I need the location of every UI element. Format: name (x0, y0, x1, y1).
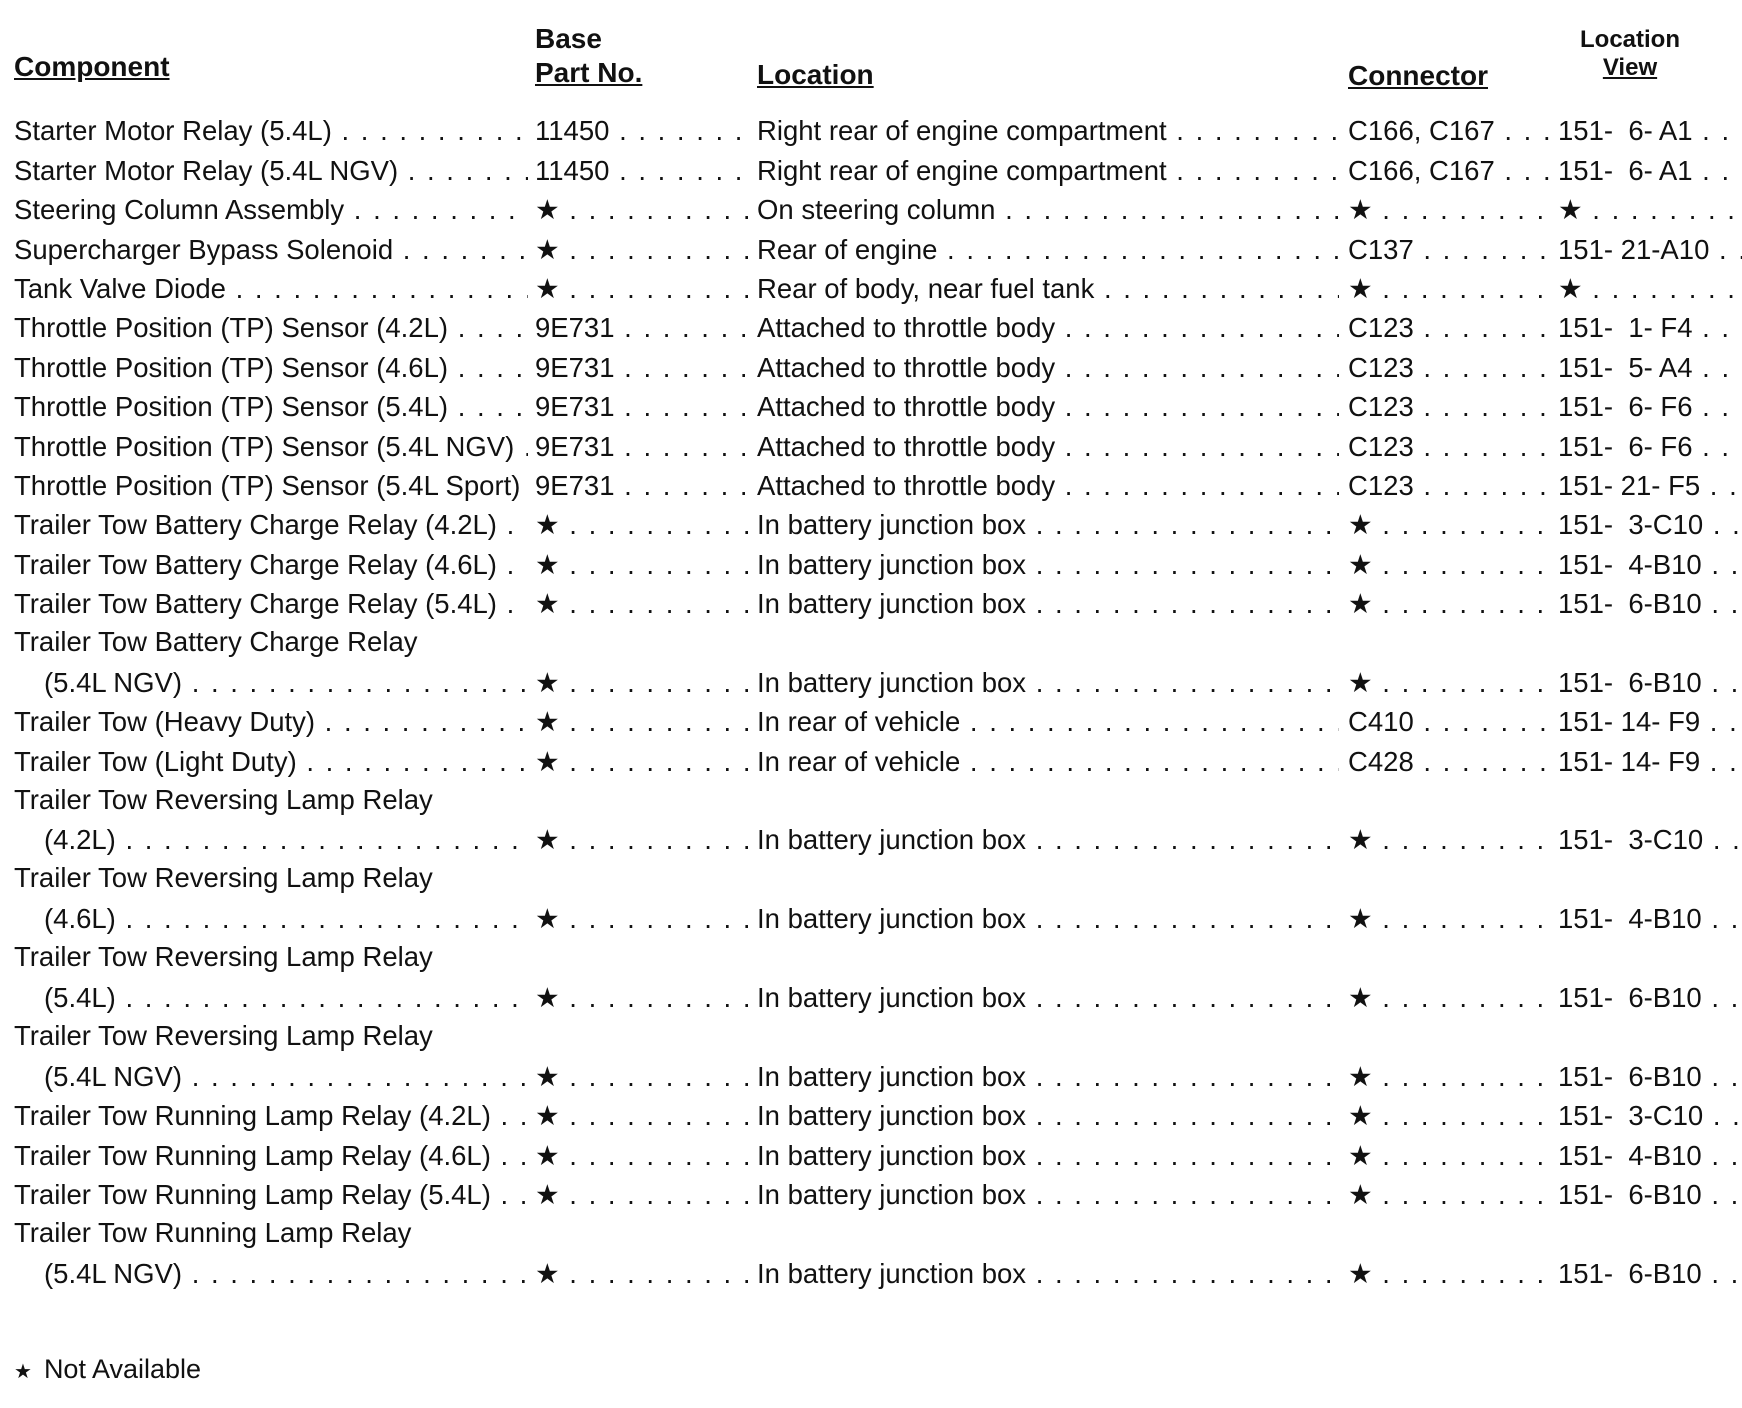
base-part-no-cell (535, 903, 753, 935)
component-name-continued-cell (44, 903, 528, 935)
location-view-cell (1558, 1061, 1742, 1093)
base-part-no: ★ (535, 233, 560, 265)
table-row (0, 1215, 1742, 1294)
component-name-cell (14, 1140, 528, 1172)
component-name-cell (14, 1179, 528, 1211)
location-cell (757, 667, 1339, 699)
connector: ★ (1348, 824, 1373, 856)
location-cell (757, 470, 1339, 502)
location: Rear of engine (757, 233, 938, 265)
location-view: 151- 14- F9 (1558, 745, 1701, 777)
location-cell (757, 312, 1339, 344)
component-name: Trailer Tow Battery Charge Relay (14, 626, 418, 658)
connector: C166, C167 (1348, 154, 1495, 186)
location-view-cell (1558, 667, 1742, 699)
table-row (0, 191, 1742, 230)
location: In battery junction box (757, 824, 1027, 856)
location-view: 151- 6-B10 (1558, 1179, 1702, 1211)
location-cell (757, 746, 1339, 778)
component-name-continued-cell (44, 982, 528, 1014)
location: In rear of vehicle (757, 706, 961, 738)
location-cell (757, 982, 1339, 1014)
location: Right rear of engine compartment (757, 154, 1167, 186)
location: In battery junction box (757, 1139, 1027, 1171)
location-view-cell (1558, 234, 1742, 266)
location-view-cell (1558, 352, 1742, 384)
table-row (0, 742, 1742, 781)
location-view-cell (1558, 509, 1742, 541)
table-row (0, 585, 1742, 624)
connector: ★ (1348, 1100, 1373, 1132)
location-view-cell (1558, 1140, 1742, 1172)
table-row (0, 270, 1742, 309)
base-part-no: ★ (535, 588, 560, 620)
connector-cell (1348, 706, 1553, 738)
location-view-cell (1558, 470, 1742, 502)
base-part-no: ★ (535, 1100, 560, 1132)
component-name-continued-cell (44, 1258, 528, 1290)
location-view: 151- 4-B10 (1558, 548, 1702, 580)
header-location-view-line1: Location (1580, 26, 1680, 53)
table-row (0, 782, 1742, 861)
location-view-cell (1558, 706, 1742, 738)
base-part-no: ★ (535, 272, 560, 304)
component-name-cell (14, 588, 528, 620)
base-part-no-cell (535, 982, 753, 1014)
component-name-cell (14, 549, 528, 581)
location-cell (757, 1100, 1339, 1132)
header-connector: Connector (1348, 60, 1488, 91)
location-view-cell (1558, 1258, 1742, 1290)
location-view: 151- 5- A4 (1558, 351, 1693, 383)
location-view: 151- 4-B10 (1558, 903, 1702, 935)
component-name-cell (14, 155, 528, 187)
base-part-no-cell (535, 1258, 753, 1290)
location: Attached to throttle body (757, 312, 1056, 344)
location-view: 151- 6- A1 (1558, 115, 1693, 147)
base-part-no-cell (535, 115, 753, 147)
component-name: Trailer Tow Battery Charge Relay (4.6L) (14, 548, 497, 580)
location-view: 151- 6-B10 (1558, 1257, 1702, 1289)
base-part-no: ★ (535, 1179, 560, 1211)
component-name-continued: (5.4L) (44, 982, 116, 1014)
base-part-no: ★ (535, 903, 560, 935)
component-name: Trailer Tow Battery Charge Relay (5.4L) (14, 588, 497, 620)
header-part-no: Part No. (535, 57, 643, 88)
location-view-cell (1558, 391, 1742, 423)
base-part-no: ★ (535, 982, 560, 1014)
component-name-continued: (5.4L NGV) (44, 1060, 183, 1092)
connector-cell (1348, 431, 1553, 463)
location-cell (757, 549, 1339, 581)
location-cell (757, 588, 1339, 620)
connector: ★ (1348, 548, 1373, 580)
base-part-no-cell (535, 706, 753, 738)
component-name-continued-cell (44, 824, 528, 856)
base-part-no-cell (535, 549, 753, 581)
location-view-cell (1558, 273, 1742, 305)
connector-cell (1348, 1179, 1553, 1211)
location: On steering column (757, 194, 996, 226)
location-cell (757, 1179, 1339, 1211)
base-part-no-cell (535, 273, 753, 305)
location-cell (757, 1061, 1339, 1093)
component-name-continued: (5.4L NGV) (44, 1257, 183, 1289)
component-name-cell (14, 352, 528, 384)
location-view-cell (1558, 155, 1742, 187)
table-row (0, 1097, 1742, 1136)
component-name-cell (14, 746, 528, 778)
connector-cell (1348, 352, 1553, 384)
base-part-no: ★ (535, 548, 560, 580)
component-name: Throttle Position (TP) Sensor (4.2L) (14, 312, 449, 344)
connector: C123 (1348, 351, 1414, 383)
base-part-no: ★ (535, 1060, 560, 1092)
table-row (0, 1176, 1742, 1215)
component-name: Trailer Tow Reversing Lamp Relay (14, 783, 433, 815)
connector: C166, C167 (1348, 115, 1495, 147)
location: Right rear of engine compartment (757, 115, 1167, 147)
component-name: Trailer Tow Running Lamp Relay (4.2L) (14, 1100, 491, 1132)
base-part-no-cell (535, 1100, 753, 1132)
component-name: Trailer Tow Running Lamp Relay (14, 1217, 412, 1249)
location: In battery junction box (757, 588, 1027, 620)
base-part-no: ★ (535, 706, 560, 738)
component-name-continued-cell (44, 1061, 528, 1093)
component-name-continued: (5.4L NGV) (44, 666, 183, 698)
component-name-cell (14, 234, 528, 266)
connector: C123 (1348, 312, 1414, 344)
component-name-cell (14, 431, 528, 463)
connector-cell (1348, 746, 1553, 778)
location: Attached to throttle body (757, 469, 1056, 501)
connector-cell (1348, 234, 1553, 266)
base-part-no-cell (535, 431, 753, 463)
base-part-no: 9E731 (535, 351, 615, 383)
location-cell (757, 431, 1339, 463)
base-part-no: 11450 (535, 115, 610, 147)
location: In rear of vehicle (757, 745, 961, 777)
component-name: Trailer Tow Reversing Lamp Relay (14, 941, 433, 973)
base-part-no: ★ (535, 1257, 560, 1289)
base-part-no-cell (535, 391, 753, 423)
location-view-cell (1558, 312, 1742, 344)
location-view-cell (1558, 431, 1742, 463)
location: Rear of body, near fuel tank (757, 272, 1095, 304)
component-name-cell (14, 1100, 528, 1132)
component-name: Trailer Tow Running Lamp Relay (4.6L) (14, 1139, 491, 1171)
location-view: 151- 4-B10 (1558, 1139, 1702, 1171)
table-row (0, 703, 1742, 742)
connector-cell (1348, 470, 1553, 502)
location-view: 151- 6-B10 (1558, 982, 1702, 1014)
connector: ★ (1348, 509, 1373, 541)
connector-cell (1348, 1140, 1553, 1172)
component-name: Throttle Position (TP) Sensor (5.4L Sport) (14, 469, 521, 501)
location: In battery junction box (757, 1100, 1027, 1132)
connector: C123 (1348, 391, 1414, 423)
location-view: 151- 3-C10 (1558, 509, 1704, 541)
connector: ★ (1348, 194, 1373, 226)
connector-cell (1348, 509, 1553, 541)
location-cell (757, 706, 1339, 738)
connector: ★ (1348, 272, 1373, 304)
table-row (0, 939, 1742, 1018)
table-row (0, 545, 1742, 584)
component-name-cell (14, 312, 528, 344)
base-part-no: ★ (535, 824, 560, 856)
location-view: 151- 21- F5 (1558, 469, 1701, 501)
connector: C137 (1348, 233, 1414, 265)
base-part-no-cell (535, 588, 753, 620)
header-base: Base (535, 23, 602, 54)
component-name: Trailer Tow Reversing Lamp Relay (14, 1020, 433, 1052)
base-part-no: 9E731 (535, 312, 615, 344)
component-name: Trailer Tow Running Lamp Relay (5.4L) (14, 1179, 491, 1211)
star-icon: ★ (14, 1361, 32, 1383)
connector: C123 (1348, 469, 1414, 501)
location-view: 151- 6- F6 (1558, 391, 1693, 423)
component-name: Trailer Tow Reversing Lamp Relay (14, 862, 433, 894)
location-cell (757, 824, 1339, 856)
location: In battery junction box (757, 1179, 1027, 1211)
location: In battery junction box (757, 1060, 1027, 1092)
component-name: Starter Motor Relay (5.4L) (14, 115, 332, 147)
location-cell (757, 352, 1339, 384)
location-view: 151- 14- F9 (1558, 706, 1701, 738)
location-cell (757, 194, 1339, 226)
table-row (0, 467, 1742, 506)
component-name: Supercharger Bypass Solenoid (14, 233, 394, 265)
connector: ★ (1348, 982, 1373, 1014)
connector-cell (1348, 273, 1553, 305)
connector: ★ (1348, 666, 1373, 698)
connector-cell (1348, 155, 1553, 187)
component-name: Trailer Tow Battery Charge Relay (4.2L) (14, 509, 497, 541)
base-part-no: ★ (535, 194, 560, 226)
base-part-no-cell (535, 234, 753, 266)
location-view-cell (1558, 1179, 1742, 1211)
table-body (0, 112, 1742, 1294)
table-row (0, 1018, 1742, 1097)
base-part-no: ★ (535, 666, 560, 698)
header-location-view (1560, 26, 1700, 82)
location: Attached to throttle body (757, 391, 1056, 423)
component-name: Steering Column Assembly (14, 194, 345, 226)
component-name-continued: (4.6L) (44, 903, 116, 935)
connector-cell (1348, 982, 1553, 1014)
base-part-no: ★ (535, 1139, 560, 1171)
connector-cell (1348, 1061, 1553, 1093)
location-view: 151- 6-B10 (1558, 588, 1702, 620)
component-name: Throttle Position (TP) Sensor (4.6L) (14, 351, 449, 383)
location-view-cell (1558, 115, 1742, 147)
base-part-no: 9E731 (535, 391, 615, 423)
connector: ★ (1348, 1179, 1373, 1211)
component-name-cell (14, 470, 528, 502)
table-row (0, 348, 1742, 387)
component-name: Starter Motor Relay (5.4L NGV) (14, 154, 399, 186)
base-part-no-cell (535, 312, 753, 344)
location-view-cell (1558, 824, 1742, 856)
location-cell (757, 391, 1339, 423)
location-view: ★ (1558, 272, 1583, 304)
location-cell (757, 234, 1339, 266)
connector-cell (1348, 1100, 1553, 1132)
location-view: 151- 6- A1 (1558, 154, 1693, 186)
table-row (0, 151, 1742, 190)
base-part-no-cell (535, 824, 753, 856)
connector: C410 (1348, 706, 1414, 738)
connector-cell (1348, 1258, 1553, 1290)
connector-cell (1348, 588, 1553, 620)
base-part-no-cell (535, 470, 753, 502)
location-cell (757, 903, 1339, 935)
location-cell (757, 115, 1339, 147)
location-view-cell (1558, 588, 1742, 620)
location-cell (757, 1140, 1339, 1172)
base-part-no-cell (535, 1061, 753, 1093)
table-row (0, 624, 1742, 703)
base-part-no: ★ (535, 745, 560, 777)
location: In battery junction box (757, 982, 1027, 1014)
location: In battery junction box (757, 903, 1027, 935)
location-view: 151- 3-C10 (1558, 1100, 1704, 1132)
connector-cell (1348, 115, 1553, 147)
component-name: Throttle Position (TP) Sensor (5.4L) (14, 391, 449, 423)
component-name-cell (14, 194, 528, 226)
base-part-no: 11450 (535, 154, 610, 186)
location-view-cell (1558, 194, 1742, 226)
connector-cell (1348, 312, 1553, 344)
location-view-cell (1558, 746, 1742, 778)
component-name: Trailer Tow (Light Duty) (14, 745, 297, 777)
footnote-text: Not Available (43, 1354, 202, 1384)
base-part-no-cell (535, 509, 753, 541)
location-view: 151- 6-B10 (1558, 666, 1702, 698)
location: Attached to throttle body (757, 351, 1056, 383)
connector-cell (1348, 824, 1553, 856)
table-row (0, 1136, 1742, 1175)
component-name: Tank Valve Diode (14, 272, 226, 304)
connector-cell (1348, 549, 1553, 581)
table-row (0, 427, 1742, 466)
base-part-no-cell (535, 1179, 753, 1211)
location-view-cell (1558, 549, 1742, 581)
location-view: 151- 6- F6 (1558, 430, 1693, 462)
location-view: 151- 3-C10 (1558, 824, 1704, 856)
location-cell (757, 509, 1339, 541)
component-name-cell (14, 391, 528, 423)
connector: ★ (1348, 903, 1373, 935)
component-name-cell (14, 509, 528, 541)
location-view-cell (1558, 1100, 1742, 1132)
component-name-continued-cell (44, 667, 528, 699)
footnote (14, 1352, 201, 1389)
base-part-no-cell (535, 667, 753, 699)
component-name-cell (14, 706, 528, 738)
connector: ★ (1348, 1257, 1373, 1289)
location-view: ★ (1558, 194, 1583, 226)
connector-cell (1348, 391, 1553, 423)
location-cell (757, 155, 1339, 187)
location: In battery junction box (757, 509, 1027, 541)
component-name-continued: (4.2L) (44, 824, 116, 856)
location: Attached to throttle body (757, 430, 1056, 462)
table-row (0, 230, 1742, 269)
table-row (0, 309, 1742, 348)
table-row (0, 506, 1742, 545)
connector: ★ (1348, 588, 1373, 620)
base-part-no: 9E731 (535, 430, 615, 462)
base-part-no: 9E731 (535, 469, 615, 501)
connector: ★ (1348, 1139, 1373, 1171)
location-view-cell (1558, 982, 1742, 1014)
base-part-no-cell (535, 155, 753, 187)
connector-cell (1348, 667, 1553, 699)
location: In battery junction box (757, 1257, 1027, 1289)
location-cell (757, 1258, 1339, 1290)
location-view-cell (1558, 903, 1742, 935)
base-part-no-cell (535, 194, 753, 226)
table-row (0, 860, 1742, 939)
component-name-cell (14, 115, 528, 147)
component-name-cell (14, 273, 528, 305)
table-row (0, 112, 1742, 151)
connector: ★ (1348, 1060, 1373, 1092)
location-view: 151- 6-B10 (1558, 1060, 1702, 1092)
component-name: Throttle Position (TP) Sensor (5.4L NGV) (14, 430, 515, 462)
base-part-no-cell (535, 1140, 753, 1172)
component-name: Trailer Tow (Heavy Duty) (14, 706, 316, 738)
location: In battery junction box (757, 666, 1027, 698)
table-row (0, 388, 1742, 427)
header-location-view-line2: View (1602, 54, 1658, 81)
location: In battery junction box (757, 548, 1027, 580)
location-view: 151- 21-A10 (1558, 233, 1710, 265)
location-cell (757, 273, 1339, 305)
connector: C123 (1348, 430, 1414, 462)
base-part-no: ★ (535, 509, 560, 541)
connector-cell (1348, 903, 1553, 935)
connector-cell (1348, 194, 1553, 226)
base-part-no-cell (535, 746, 753, 778)
header-location: Location (757, 59, 874, 90)
header-component: Component (14, 51, 170, 82)
location-view: 151- 1- F4 (1558, 312, 1693, 344)
base-part-no-cell (535, 352, 753, 384)
connector: C428 (1348, 745, 1414, 777)
